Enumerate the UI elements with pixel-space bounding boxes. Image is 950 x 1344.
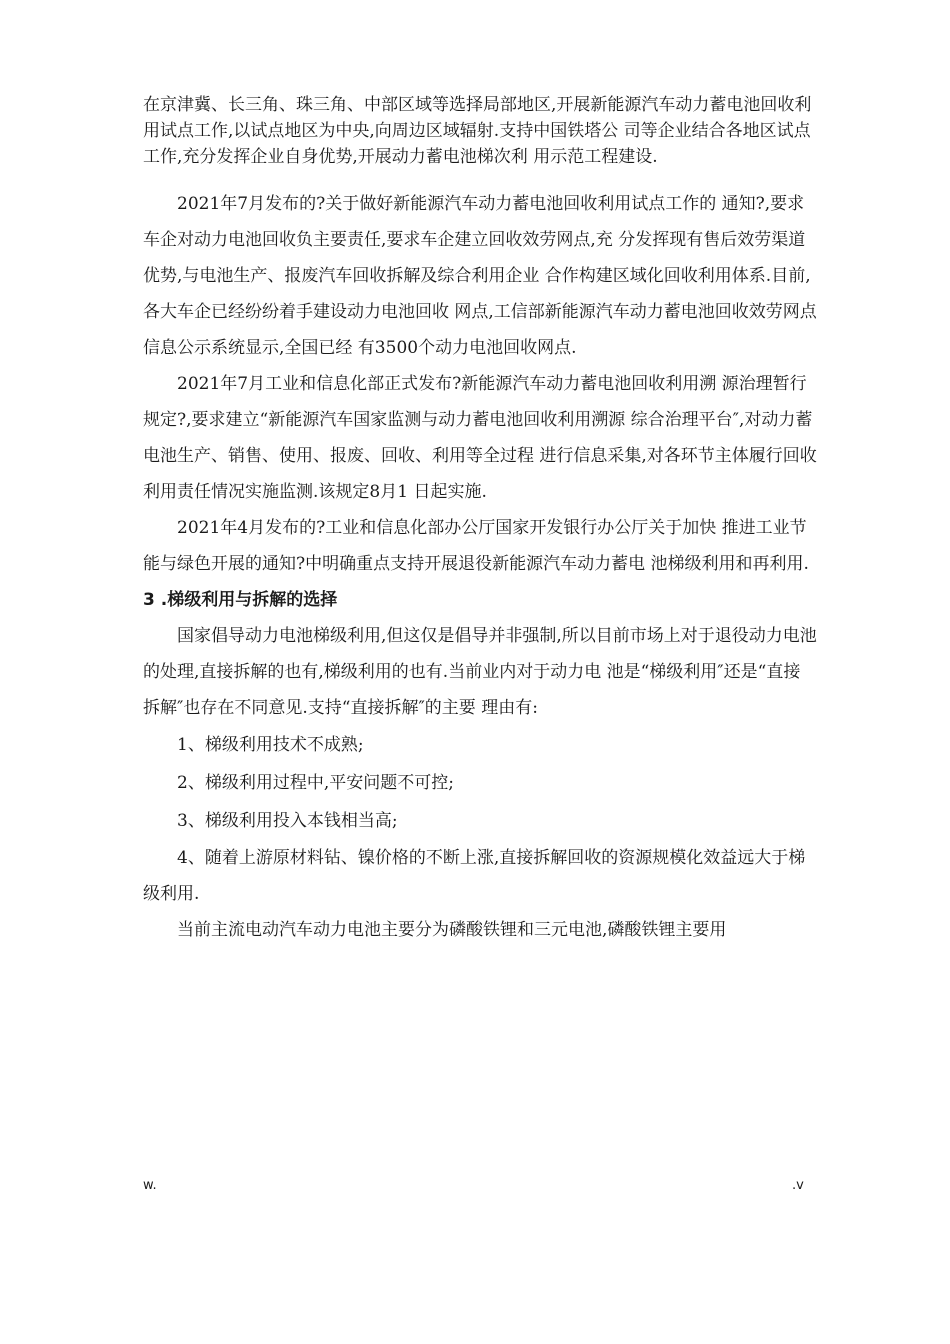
footer-right: .v <box>792 1178 804 1193</box>
intro-paragraph: 在京津冀、长三角、珠三角、中部区域等选择局部地区,开展新能源汽车动力蓄电池回收利用试点工作,以试点地区为中央,向周边区域辐射.支持中国铁塔公 司等企业结合各地区试点工作,充分发挥企业自身优势,开展动力蓄电池梯次利 用示范工程建设. <box>143 95 812 167</box>
section-heading: 3 .梯级利用与拆解的选择 <box>143 590 338 610</box>
list-item: 3、梯级利用投入本钱相当高; <box>177 811 398 831</box>
closing-paragraph: 当前主流电动汽车动力电池主要分为磷酸铁锂和三元电池,磷酸铁锂主要用 <box>177 920 727 940</box>
document-body <box>143 186 817 948</box>
section-intro-paragraph: 国家倡导动力电池梯级利用,但这仅是倡导并非强制,所以目前市场上对于退役动力电池的处理,直接拆解的也有,梯级利用的也有.当前业内对于动力电 池是“梯级利用″还是“直接拆解″也存在不同意见.支持“直接拆解″的主要 理由有: <box>143 626 817 718</box>
paragraph-traceability-rules: 2021年7月工业和信息化部正式发布?新能源汽车动力蓄电池回收利用溯 源治理暂行规定?,要求建立“新能源汽车国家监测与动力蓄电池回收利用溯源 综合治理平台″,对动力蓄电池生产、销售、使用、报废、回收、利用等全过程 进行信息采集,对各环节主体履行回收利用责任情况实施监测.该规定8月1 日起实施. <box>143 374 817 502</box>
footer-left: w. <box>143 1178 157 1193</box>
paragraph-green-development: 2021年4月发布的?工业和信息化部办公厅国家开发银行办公厅关于加快 推进工业节能与绿色开展的通知?中明确重点支持开展退役新能源汽车动力蓄电 池梯级利用和再利用. <box>143 518 809 574</box>
list-item: 1、梯级利用技术不成熟; <box>177 735 364 755</box>
paragraph-trial-notice: 2021年7月发布的?关于做好新能源汽车动力蓄电池回收利用试点工作的 通知?,要求车企对动力电池回收负主要责任,要求车企建立回收效劳网点,充 分发挥现有售后效劳渠道优势,与电池生产、报废汽车回收拆解及综合利用企业 合作构建区域化回收利用体系.目前,各大车企已经纷纷着手建设动力电池回收 网点,工信部新能源汽车动力蓄电池回收效劳网点信息公示系统显示,全国已经 有3500个动力电池回收网点. <box>143 194 817 358</box>
list-item: 4、随着上游原材料钻、镍价格的不断上涨,直接拆解回收的资源规模化效益远大于梯级利用. <box>143 848 806 904</box>
list-item: 2、梯级利用过程中,平安问题不可控; <box>177 773 454 793</box>
